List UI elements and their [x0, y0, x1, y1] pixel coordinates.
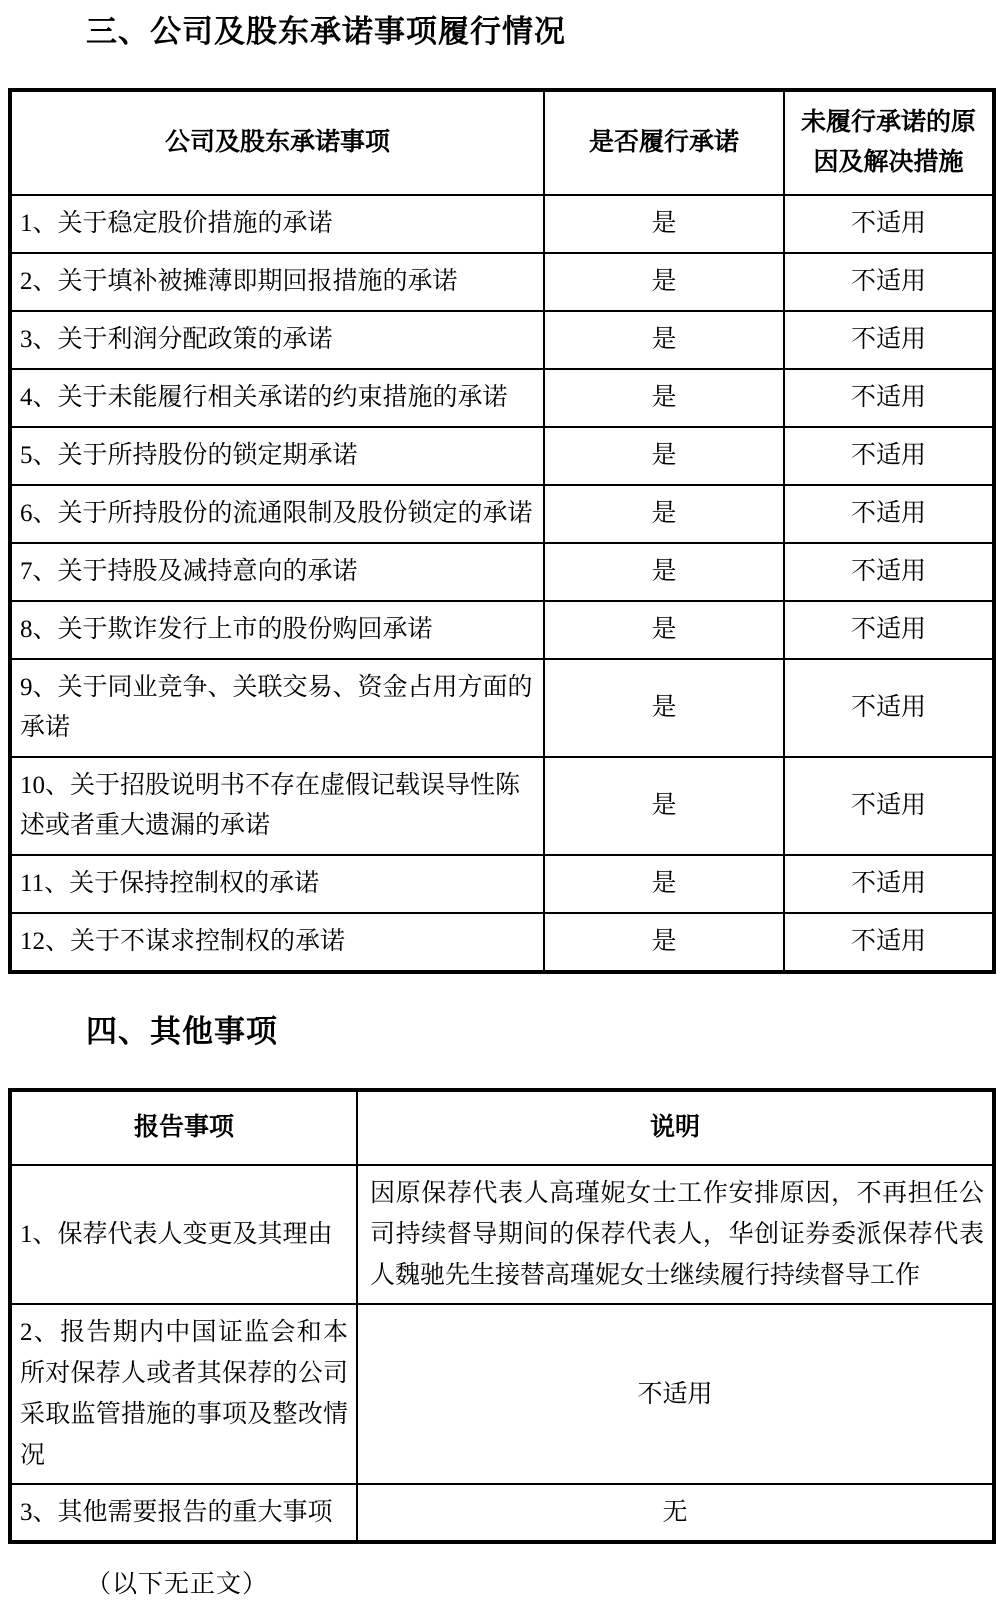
commitment-item-cell: 5、关于所持股份的锁定期承诺 [10, 427, 544, 485]
commitment-fulfilled-cell: 是 [544, 485, 784, 543]
section-3-title: 三、公司及股东承诺事项履行情况 [86, 14, 566, 49]
commitments-table [8, 88, 996, 974]
commitment-fulfilled-cell: 是 [544, 195, 784, 253]
other-matter-row [10, 1165, 994, 1304]
commitments-col-header-fulfilled: 是否履行承诺 [544, 90, 784, 195]
commitment-reason-cell: 不适用 [784, 427, 994, 485]
commitment-item-cell: 6、关于所持股份的流通限制及股份锁定的承诺 [10, 485, 544, 543]
commitments-header-row [10, 90, 994, 195]
commitment-fulfilled-cell: 是 [544, 855, 784, 913]
other-matters-col-header-description: 说明 [357, 1090, 994, 1165]
commitment-item-cell: 9、关于同业竞争、关联交易、资金占用方面的承诺 [10, 659, 544, 757]
commitment-fulfilled-cell: 是 [544, 427, 784, 485]
section-4-title: 四、其他事项 [86, 1014, 278, 1049]
commitment-item-cell: 3、关于利润分配政策的承诺 [10, 311, 544, 369]
commitment-row [10, 659, 994, 757]
commitment-fulfilled-cell: 是 [544, 369, 784, 427]
commitment-reason-cell: 不适用 [784, 913, 994, 972]
commitment-reason-cell: 不适用 [784, 659, 994, 757]
commitment-row [10, 855, 994, 913]
other-matter-description-cell: 无 [357, 1484, 994, 1542]
commitment-fulfilled-cell: 是 [544, 253, 784, 311]
commitments-table-body [10, 195, 994, 972]
other-matter-description-cell: 因原保荐代表人高瑾妮女士工作安排原因，不再担任公司持续督导期间的保荐代表人，华创证券委派保荐代表人魏驰先生接替高瑾妮女士继续履行持续督导工作 [357, 1165, 994, 1304]
commitments-col-header-reason: 未履行承诺的原因及解决措施 [784, 90, 994, 195]
commitment-fulfilled-cell: 是 [544, 601, 784, 659]
commitment-reason-cell: 不适用 [784, 601, 994, 659]
commitment-reason-cell: 不适用 [784, 369, 994, 427]
commitment-row [10, 253, 994, 311]
commitment-row [10, 601, 994, 659]
other-matter-row [10, 1484, 994, 1542]
commitment-item-cell: 12、关于不谋求控制权的承诺 [10, 913, 544, 972]
commitment-item-cell: 8、关于欺诈发行上市的股份购回承诺 [10, 601, 544, 659]
commitment-row [10, 195, 994, 253]
commitment-row [10, 913, 994, 972]
other-matters-table-body [10, 1165, 994, 1542]
footer-note: （以下无正文） [86, 1571, 269, 1598]
commitment-reason-cell: 不适用 [784, 855, 994, 913]
commitment-row [10, 311, 994, 369]
other-matters-header-row [10, 1090, 994, 1165]
commitment-reason-cell: 不适用 [784, 485, 994, 543]
commitment-fulfilled-cell: 是 [544, 311, 784, 369]
commitment-reason-cell: 不适用 [784, 253, 994, 311]
commitment-reason-cell: 不适用 [784, 311, 994, 369]
commitment-row [10, 369, 994, 427]
commitment-item-cell: 10、关于招股说明书不存在虚假记载误导性陈述或者重大遗漏的承诺 [10, 757, 544, 855]
commitment-fulfilled-cell: 是 [544, 659, 784, 757]
commitment-reason-cell: 不适用 [784, 195, 994, 253]
other-matter-description-cell: 不适用 [357, 1304, 994, 1484]
other-matter-item-cell: 1、保荐代表人变更及其理由 [10, 1165, 357, 1304]
commitment-row [10, 485, 994, 543]
other-matters-col-header-item: 报告事项 [10, 1090, 357, 1165]
commitment-item-cell: 4、关于未能履行相关承诺的约束措施的承诺 [10, 369, 544, 427]
commitment-item-cell: 2、关于填补被摊薄即期回报措施的承诺 [10, 253, 544, 311]
commitments-col-header-item: 公司及股东承诺事项 [10, 90, 544, 195]
commitment-fulfilled-cell: 是 [544, 543, 784, 601]
other-matter-row [10, 1304, 994, 1484]
commitment-fulfilled-cell: 是 [544, 757, 784, 855]
commitment-item-cell: 7、关于持股及减持意向的承诺 [10, 543, 544, 601]
other-matters-table [8, 1088, 996, 1544]
commitment-reason-cell: 不适用 [784, 757, 994, 855]
commitment-item-cell: 1、关于稳定股价措施的承诺 [10, 195, 544, 253]
commitment-row [10, 543, 994, 601]
commitment-row [10, 757, 994, 855]
other-matter-item-cell: 3、其他需要报告的重大事项 [10, 1484, 357, 1542]
commitment-fulfilled-cell: 是 [544, 913, 784, 972]
commitment-item-cell: 11、关于保持控制权的承诺 [10, 855, 544, 913]
other-matter-item-cell: 2、报告期内中国证监会和本所对保荐人或者其保荐的公司采取监管措施的事项及整改情况 [10, 1304, 357, 1484]
commitment-reason-cell: 不适用 [784, 543, 994, 601]
commitment-row [10, 427, 994, 485]
